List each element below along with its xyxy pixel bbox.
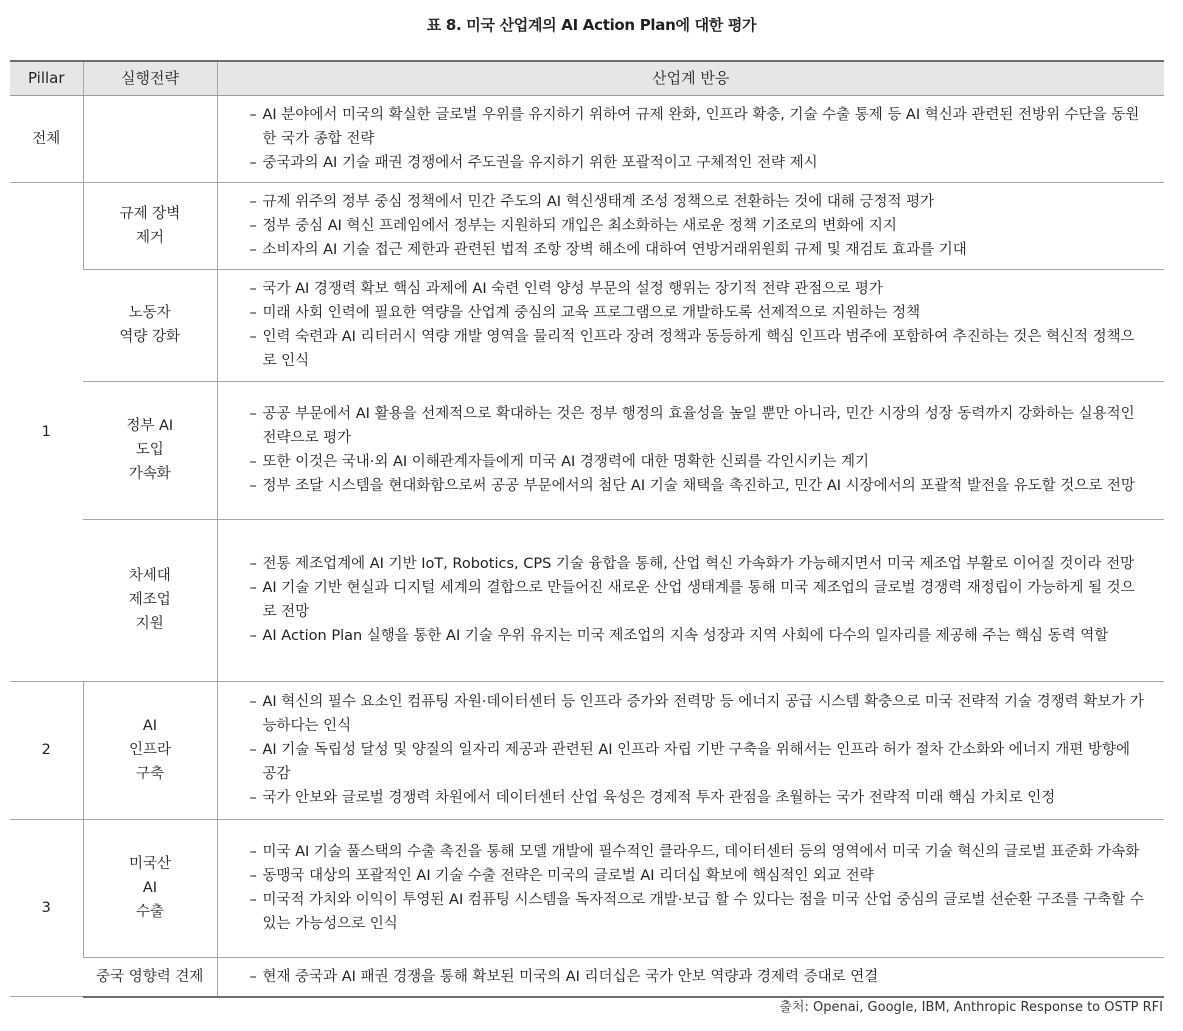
response-item: – 소비자의 AI 기술 접근 제한과 관련된 법적 조항 장벽 해소에 대하여 연방거래위원회 규제 및 재검토 효과를 기대 (250, 238, 1147, 262)
response-item: – 정부 조달 시스템을 현대화함으로써 공공 부문에서의 첨단 AI 기술 채택을 촉진하고, 민간 AI 시장에서의 포괄적 발전을 유도할 것으로 전망 (250, 474, 1147, 498)
response-item: – AI 기술 독립성 달성 및 양질의 일자리 제공과 관련된 AI 인프라 자립 기반 구축을 위해서는 인프라 허가 절차 간소화와 에너지 개편 방향에 공감 (250, 738, 1147, 786)
response-item: – 미국 AI 기술 풀스택의 수출 촉진을 통해 모델 개발에 필수적인 클라우드, 데이터센터 등의 영역에서 미국 기술 혁신의 글로벌 표준화 가속화 (250, 840, 1147, 864)
response-item: – 국가 안보와 글로벌 경쟁력 차원에서 데이터센터 산업 육성은 경제적 투자 관점을 초월하는 국가 전략적 미래 핵심 가치로 인정 (250, 786, 1147, 810)
response-cell (217, 182, 1164, 269)
response-item: – 정부 중심 AI 혁신 프레임에서 정부는 지원하되 개입은 최소화하는 새로운 정책 기조로의 변화에 지지 (250, 214, 1147, 238)
response-cell (217, 957, 1164, 997)
pillar-cell: 3 (10, 819, 83, 997)
pillar-cell: 전체 (10, 95, 83, 182)
header-pillar: Pillar (10, 61, 83, 95)
response-item: – 규제 위주의 정부 중심 정책에서 민간 주도의 AI 혁신생태계 조성 정책으로 전환하는 것에 대해 긍정적 평가 (250, 190, 1147, 214)
table-row (10, 95, 1164, 182)
response-cell (217, 681, 1164, 819)
strategy-cell: AI 인프라 구축 (83, 681, 217, 819)
strategy-cell: 미국산 AI 수출 (83, 819, 217, 957)
response-cell (217, 819, 1164, 957)
strategy-cell (83, 95, 217, 182)
response-item: – AI 분야에서 미국의 확실한 글로벌 우위를 유지하기 위하여 규제 완화, 인프라 확충, 기술 수출 통제 등 AI 혁신과 관련된 전방위 수단을 동원한 국가 종합 전략 (250, 103, 1147, 151)
response-item: – AI 혁신의 필수 요소인 컴퓨팅 자원·데이터센터 등 인프라 증가와 전력망 등 에너지 공급 시스템 확충으로 미국 전략적 기술 경쟁력 확보가 가능하다는 인식 (250, 690, 1147, 738)
response-item: – 중국과의 AI 기술 패권 경쟁에서 주도권을 유지하기 위한 포괄적이고 구체적인 전략 제시 (250, 151, 1147, 175)
table-row (10, 182, 1164, 269)
table-row (10, 819, 1164, 957)
header-strategy: 실행전략 (83, 61, 217, 95)
response-item: – 국가 AI 경쟁력 확보 핵심 과제에 AI 숙련 인력 양성 부문의 설정 행위는 장기적 전략 관점으로 평가 (250, 277, 1147, 301)
response-cell (217, 269, 1164, 381)
response-item: – 미국적 가치와 이익이 투영된 AI 컴퓨팅 시스템을 독자적으로 개발·보급 할 수 있다는 점을 미국 산업 중심의 글로벌 선순환 구조를 구축할 수 있는 가능성으로 인식 (250, 888, 1147, 936)
response-item: – 인력 숙련과 AI 리터러시 역량 개발 영역을 물리적 인프라 장려 정책과 동등하게 핵심 인프라 범주에 포함하여 추진하는 것은 혁신적 정책으로 인식 (250, 325, 1147, 373)
response-cell (217, 95, 1164, 182)
header-response: 산업계 반응 (217, 61, 1164, 95)
response-item: – 미래 사회 인력에 필요한 역량을 산업계 중심의 교육 프로그램으로 개발하도록 선제적으로 지원하는 정책 (250, 301, 1147, 325)
response-item: – 공공 부문에서 AI 활용을 선제적으로 확대하는 것은 정부 행정의 효율성을 높일 뿐만 아니라, 민간 시장의 성장 동력까지 강화하는 실용적인 전략으로 평가 (250, 402, 1147, 450)
response-item: – 동맹국 대상의 포괄적인 AI 기술 수출 전략은 미국의 글로벌 AI 리더십 확보에 핵심적인 외교 전략 (250, 864, 1147, 888)
pillar-cell: 2 (10, 681, 83, 819)
response-item: – 현재 중국과 AI 패권 경쟁을 통해 확보된 미국의 AI 리더십은 국가 안보 역량과 경제력 증대로 연결 (250, 965, 1147, 989)
response-cell (217, 519, 1164, 681)
strategy-cell: 노동자 역량 강화 (83, 269, 217, 381)
pillar-cell: 1 (10, 182, 83, 681)
strategy-cell: 정부 AI 도입 가속화 (83, 381, 217, 519)
header-row (10, 61, 1164, 95)
response-item: – 전통 제조업계에 AI 기반 IoT, Robotics, CPS 기술 융합을 통해, 산업 혁신 가속화가 가능해지면서 미국 제조업 부활로 이어질 것이라 전망 (250, 552, 1147, 576)
response-item: – AI 기술 기반 현실과 디지털 세계의 결합으로 만들어진 새로운 산업 생태계를 통해 미국 제조업의 글로벌 경쟁력 재정립이 가능하게 될 것으로 전망 (250, 576, 1147, 624)
response-item: – AI Action Plan 실행을 통한 AI 기술 우위 유지는 미국 제조업의 지속 성장과 지역 사회에 다수의 일자리를 제공해 주는 핵심 동력 역할 (250, 624, 1147, 648)
table-row (10, 269, 1164, 381)
source-note: 출처: Openai, Google, IBM, Anthropic Response to OSTP RFI (779, 1000, 1163, 1015)
strategy-cell: 규제 장벽 제거 (83, 182, 217, 269)
response-cell (217, 381, 1164, 519)
table-row (10, 957, 1164, 997)
strategy-cell: 차세대 제조업 지원 (83, 519, 217, 681)
table-row (10, 519, 1164, 681)
strategy-cell: 중국 영향력 견제 (83, 957, 217, 997)
table-row (10, 681, 1164, 819)
table-row (10, 381, 1164, 519)
evaluation-table (10, 60, 1164, 998)
response-item: – 또한 이것은 국내·외 AI 이해관계자들에게 미국 AI 경쟁력에 대한 명확한 신뢰를 각인시키는 계기 (250, 450, 1147, 474)
table-title: 표 8. 미국 산업계의 AI Action Plan에 대한 평가 (426, 16, 757, 34)
